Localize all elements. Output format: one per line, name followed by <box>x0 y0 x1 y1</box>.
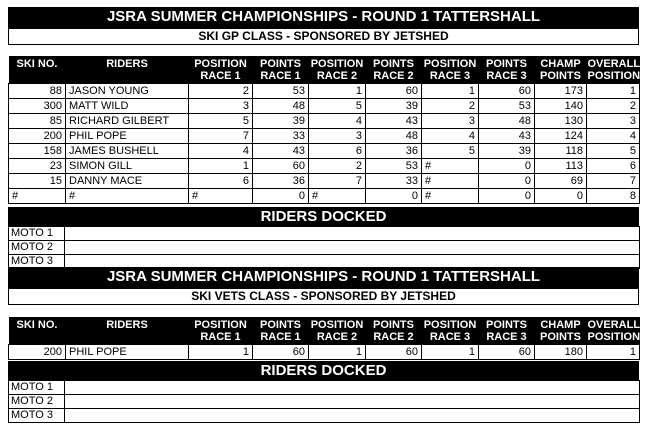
column-header: POINTS RACE 3 <box>479 56 535 84</box>
table-cell: 3 <box>309 129 366 144</box>
moto-label: MOTO 3 <box>9 409 65 423</box>
table-cell: 300 <box>9 99 66 114</box>
table-cell: 6 <box>189 174 253 189</box>
table-cell: 3 <box>422 114 479 129</box>
rider-name-cell: JASON YOUNG <box>66 84 189 99</box>
section-1-riders-docked-banner: RIDERS DOCKED <box>8 207 639 226</box>
table-cell: 3 <box>189 99 253 114</box>
docked-row <box>9 409 640 423</box>
table-cell: 53 <box>479 99 535 114</box>
table-cell: 39 <box>366 99 422 114</box>
table-cell: 15 <box>9 174 66 189</box>
table-row <box>9 345 640 360</box>
table-cell: # <box>309 189 366 204</box>
table-cell: 2 <box>189 84 253 99</box>
table-cell: 7 <box>189 129 253 144</box>
column-header: RIDERS <box>66 317 189 345</box>
rider-name-cell: RICHARD GILBERT <box>66 114 189 129</box>
table-cell: 88 <box>9 84 66 99</box>
table-cell: 5 <box>309 99 366 114</box>
table-cell: 140 <box>535 99 587 114</box>
table-cell: 39 <box>253 114 309 129</box>
table-cell: 1 <box>309 345 366 360</box>
table-cell: 3 <box>587 114 640 129</box>
table-cell: 48 <box>366 129 422 144</box>
table-cell: 36 <box>366 144 422 159</box>
table-cell: 1 <box>189 345 253 360</box>
table-cell: 60 <box>366 345 422 360</box>
table-cell: 0 <box>479 159 535 174</box>
table-cell: 200 <box>9 129 66 144</box>
section-2-docked-table <box>8 380 640 423</box>
table-cell: 0 <box>253 189 309 204</box>
table-cell: 85 <box>9 114 66 129</box>
table-cell: # <box>189 189 253 204</box>
column-header: CHAMP POINTS <box>535 317 587 345</box>
table-cell: 2 <box>587 99 640 114</box>
table-cell: 5 <box>587 144 640 159</box>
column-header: POINTS RACE 3 <box>479 317 535 345</box>
table-cell: 36 <box>253 174 309 189</box>
moto-label: MOTO 1 <box>9 381 65 395</box>
column-header: POINTS RACE 2 <box>366 317 422 345</box>
table-row <box>9 129 640 144</box>
section-1-title: JSRA SUMMER CHAMPIONSHIPS - ROUND 1 TATTERSHALL <box>8 7 639 28</box>
table-cell: # <box>422 189 479 204</box>
table-cell: 60 <box>366 84 422 99</box>
section-2-results-table <box>8 317 640 360</box>
table-row <box>9 189 640 204</box>
docked-row <box>9 381 640 395</box>
table-cell: 1 <box>309 84 366 99</box>
rider-name-cell: PHIL POPE <box>66 129 189 144</box>
section-2-subtitle: SKI VETS CLASS - SPONSORED BY JETSHED <box>8 288 639 305</box>
table-cell: 180 <box>535 345 587 360</box>
table-cell: 60 <box>253 159 309 174</box>
table-cell: 53 <box>366 159 422 174</box>
section-2-title: JSRA SUMMER CHAMPIONSHIPS - ROUND 1 TATTERSHALL <box>8 267 639 288</box>
table-cell: 2 <box>309 159 366 174</box>
table-cell: 118 <box>535 144 587 159</box>
table-cell: 0 <box>366 189 422 204</box>
column-header: POSITION RACE 1 <box>189 56 253 84</box>
table-row <box>9 174 640 189</box>
moto-label: MOTO 3 <box>9 255 65 269</box>
table-cell: 4 <box>587 129 640 144</box>
table-cell: 1 <box>422 345 479 360</box>
table-cell: 124 <box>535 129 587 144</box>
table-cell: 130 <box>535 114 587 129</box>
column-header: POINTS RACE 1 <box>253 56 309 84</box>
table-cell: 1 <box>587 84 640 99</box>
table-cell: 200 <box>9 345 66 360</box>
table-row <box>9 99 640 114</box>
table-cell: 4 <box>189 144 253 159</box>
moto-label: MOTO 2 <box>9 395 65 409</box>
docked-riders-cell <box>65 241 640 255</box>
moto-label: MOTO 2 <box>9 241 65 255</box>
column-header: OVERALL POSITION <box>587 319 641 343</box>
section-1-docked-table <box>8 226 640 269</box>
column-header: CHAMP POINTS <box>535 56 587 84</box>
column-header: POSITION RACE 3 <box>422 56 479 84</box>
table-cell: 43 <box>479 129 535 144</box>
table-cell: 6 <box>587 159 640 174</box>
table-cell: 60 <box>479 84 535 99</box>
table-cell: 33 <box>366 174 422 189</box>
table-cell: # <box>422 159 479 174</box>
table-cell: 60 <box>253 345 309 360</box>
table-cell: 6 <box>309 144 366 159</box>
column-header: POINTS RACE 2 <box>366 56 422 84</box>
table-cell: 4 <box>422 129 479 144</box>
table-cell: 43 <box>253 144 309 159</box>
table-cell: 43 <box>366 114 422 129</box>
table-cell: 1 <box>587 345 640 360</box>
moto-label: MOTO 1 <box>9 227 65 241</box>
table-cell: 53 <box>253 84 309 99</box>
table-cell: 8 <box>587 189 640 204</box>
table-cell: 48 <box>253 99 309 114</box>
table-cell: 0 <box>479 189 535 204</box>
docked-row <box>9 241 640 255</box>
table-cell: 1 <box>422 84 479 99</box>
column-header: POSITION RACE 3 <box>422 317 479 345</box>
table-header-row <box>9 56 640 84</box>
table-row <box>9 144 640 159</box>
table-cell: 23 <box>9 159 66 174</box>
table-cell: 5 <box>189 114 253 129</box>
table-cell: 60 <box>479 345 535 360</box>
table-cell: 0 <box>479 174 535 189</box>
table-cell: # <box>422 174 479 189</box>
docked-riders-cell <box>65 395 640 409</box>
section-1-subtitle: SKI GP CLASS - SPONSORED BY JETSHED <box>8 28 639 45</box>
rider-name-cell: # <box>66 189 189 204</box>
table-cell: 69 <box>535 174 587 189</box>
column-header: SKI NO. <box>9 56 66 84</box>
column-header: RIDERS <box>66 56 189 84</box>
docked-row <box>9 395 640 409</box>
column-header: POINTS RACE 1 <box>253 317 309 345</box>
docked-riders-cell <box>65 409 640 423</box>
table-cell: # <box>9 189 66 204</box>
section-2-riders-docked-banner: RIDERS DOCKED <box>8 361 639 380</box>
table-cell: 39 <box>479 144 535 159</box>
column-header: POSITION RACE 1 <box>189 317 253 345</box>
section-1-results-table <box>8 56 640 204</box>
table-cell: 7 <box>587 174 640 189</box>
docked-row <box>9 227 640 241</box>
rider-name-cell: DANNY MACE <box>66 174 189 189</box>
table-row <box>9 84 640 99</box>
table-cell: 48 <box>479 114 535 129</box>
docked-riders-cell <box>65 381 640 395</box>
table-header-row <box>9 317 640 345</box>
table-cell: 0 <box>535 189 587 204</box>
rider-name-cell: PHIL POPE <box>66 345 189 360</box>
column-header: POSITION RACE 2 <box>309 317 366 345</box>
column-header: OVERALL POSITION <box>587 58 641 82</box>
table-cell: 4 <box>309 114 366 129</box>
table-cell: 173 <box>535 84 587 99</box>
docked-riders-cell <box>65 227 640 241</box>
table-cell: 113 <box>535 159 587 174</box>
column-header: SKI NO. <box>9 317 66 345</box>
table-cell: 158 <box>9 144 66 159</box>
rider-name-cell: MATT WILD <box>66 99 189 114</box>
table-row <box>9 114 640 129</box>
rider-name-cell: JAMES BUSHELL <box>66 144 189 159</box>
table-cell: 5 <box>422 144 479 159</box>
table-row <box>9 159 640 174</box>
rider-name-cell: SIMON GILL <box>66 159 189 174</box>
table-cell: 7 <box>309 174 366 189</box>
table-cell: 1 <box>189 159 253 174</box>
table-cell: 2 <box>422 99 479 114</box>
column-header: POSITION RACE 2 <box>309 56 366 84</box>
table-cell: 33 <box>253 129 309 144</box>
